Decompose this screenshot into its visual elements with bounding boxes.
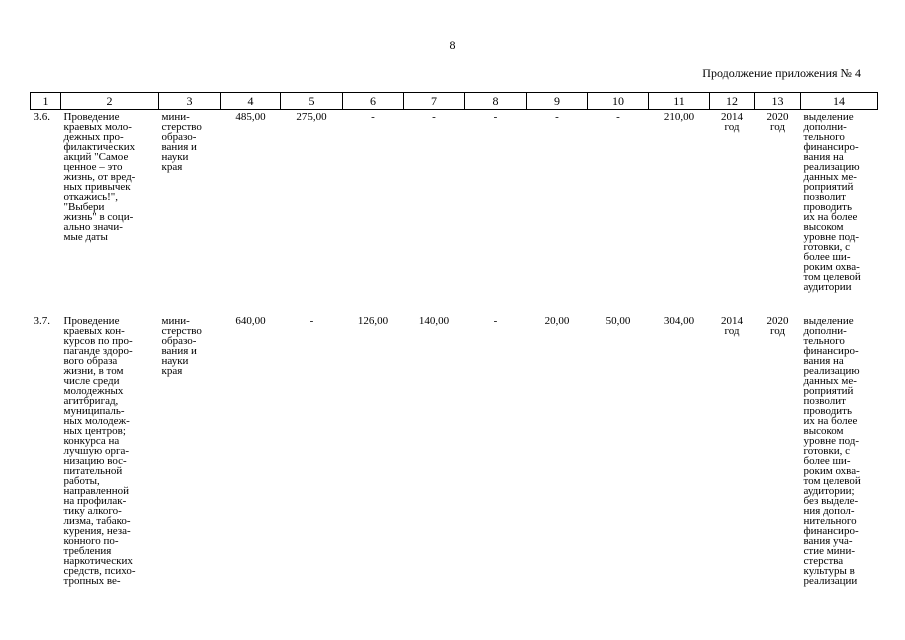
activity-name: Проведение краевых кон- курсов по про- паганде здоро- вого образа жизни, в том числе среди молодежных агитбригад, муниципаль- ных молодеж- ных центров; конкурса на лучшую орга- низацию вос- питательной работы, направленной на профилак- тику алкого- лизма, табако- курения, неза- конного по- требления наркотических средств, психо- тропных ве- <box>63 315 136 587</box>
amount-cell: 140,00 <box>418 315 450 327</box>
amount-cell: - <box>371 111 375 123</box>
start-year: 2014 год <box>721 315 743 337</box>
amount-cell: 485,00 <box>235 111 266 123</box>
amount-cell: - <box>616 111 620 123</box>
amount-cell: 304,00 <box>663 315 695 327</box>
column-header: 6 <box>343 93 404 110</box>
column-header: 9 <box>527 93 588 110</box>
column-header: 13 <box>755 93 801 110</box>
column-header: 14 <box>801 93 878 110</box>
column-header: 11 <box>649 93 710 110</box>
column-header: 3 <box>159 93 221 110</box>
header-row <box>31 93 878 110</box>
amount-cell: - <box>309 315 314 327</box>
amount-cell: - <box>493 315 498 327</box>
table-row <box>31 110 878 309</box>
amount-cell: 275,00 <box>296 111 327 123</box>
column-header: 8 <box>465 93 527 110</box>
expected-result: выделение дополни- тельного финансиро- вания на реализацию данных ме- роприятий позволит проводить их на более высоком уровне под- готовки, с более ши- роким охва- том целевой аудитории <box>803 111 861 293</box>
amount-cell: 50,00 <box>605 315 631 327</box>
amount-cell: 126,00 <box>357 315 389 327</box>
table-row <box>31 308 878 616</box>
activity-name: Проведение краевых моло- дежных про- филактических акций "Самое ценное – это жизнь, от вред- ных привычек откажись!", "Выбери жизнь" в соци- ально значи- мые даты <box>63 111 136 243</box>
amount-cell: 20,00 <box>544 315 570 327</box>
amount-cell: - <box>432 111 436 123</box>
program-activities-table <box>30 92 878 616</box>
end-year: 2020 год <box>766 111 789 133</box>
end-year: 2020 год <box>766 315 789 337</box>
appendix-continuation-label: Продолжение приложения № 4 <box>702 66 861 80</box>
item-number: 3.7. <box>33 315 50 327</box>
amount-cell: 210,00 <box>663 111 695 123</box>
amount-cell: - <box>493 111 498 123</box>
responsible-executor: мини- стерство образо- вания и науки края <box>161 111 202 173</box>
column-header: 4 <box>221 93 281 110</box>
column-header: 5 <box>281 93 343 110</box>
start-year: 2014 год <box>721 111 743 133</box>
amount-cell: 640,00 <box>235 315 266 327</box>
column-header: 12 <box>710 93 755 110</box>
column-header: 1 <box>31 93 61 110</box>
page-number: 8 <box>449 38 456 52</box>
item-number: 3.6. <box>33 111 50 123</box>
column-header: 10 <box>588 93 649 110</box>
column-header: 2 <box>61 93 159 110</box>
amount-cell: - <box>555 111 559 123</box>
expected-result: выделение дополни- тельного финансиро- вания на реализацию данных ме- роприятий позволит проводить их на более высоком уровне под- готовки, с более ши- роким охва- том целевой аудитории; без выделе- ния допол- нительного финансиро- вания уча- стие мини- стерства культуры в реализации <box>803 315 861 587</box>
responsible-executor: мини- стерство образо- вания и науки края <box>161 315 202 377</box>
column-header: 7 <box>404 93 465 110</box>
